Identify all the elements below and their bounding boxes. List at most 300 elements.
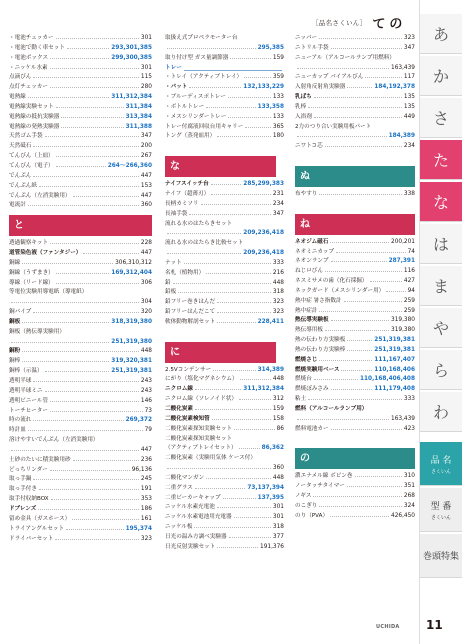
index-entry[interactable] (9, 152, 152, 162)
entry-name: ・ブルーディスポトレー (165, 94, 226, 101)
index-entry[interactable] (295, 356, 415, 366)
entry-pages[interactable]: 267 (140, 153, 152, 160)
index-entry[interactable] (9, 123, 152, 133)
entry-pages[interactable]: 311,312,384 (243, 386, 284, 393)
index-entry[interactable] (165, 415, 284, 425)
entry-pages[interactable]: 195,374 (125, 525, 152, 532)
entry-pages[interactable]: 159 (272, 54, 284, 61)
index-entry[interactable] (165, 484, 284, 494)
side-title-2[interactable] (420, 534, 462, 578)
leader-dots (213, 370, 255, 371)
index-entry[interactable] (9, 93, 152, 103)
index-entry[interactable] (9, 103, 152, 113)
entry-pages[interactable]: 251,319,381 (374, 346, 415, 353)
entry-pages[interactable]: 146 (140, 397, 152, 404)
index-entry[interactable] (9, 416, 152, 426)
entry-pages[interactable]: 360 (272, 465, 284, 472)
entry-pages[interactable]: 135 (403, 103, 415, 110)
index-entry[interactable] (165, 44, 284, 54)
index-entry[interactable] (9, 298, 152, 308)
index-entry[interactable] (165, 200, 284, 210)
index-entry[interactable] (295, 472, 415, 482)
index-entry[interactable] (9, 367, 152, 377)
entry-pages[interactable]: 448 (140, 348, 152, 355)
leader-dots (347, 350, 372, 351)
index-entry[interactable] (295, 73, 415, 83)
entry-pages[interactable]: 216 (272, 269, 284, 276)
index-entry[interactable] (9, 73, 152, 83)
entry-name: 濃エナメル線 ボビン巻 (295, 473, 353, 480)
entry-pages[interactable]: 243 (140, 378, 152, 384)
entry-pages[interactable]: 161 (140, 515, 152, 522)
index-entry[interactable] (295, 336, 415, 346)
index-entry[interactable] (295, 502, 415, 512)
entry-pages[interactable]: 311,388 (125, 123, 152, 130)
page-header (312, 13, 406, 32)
index-entry[interactable] (295, 54, 415, 64)
index-entry[interactable] (165, 180, 284, 190)
index-entry[interactable] (295, 297, 415, 307)
entry-pages[interactable]: 111,167,407 (374, 356, 415, 363)
index-entry[interactable] (165, 239, 284, 249)
entry-pages[interactable]: 135 (403, 94, 415, 101)
entry-pages[interactable]: 200 (140, 143, 152, 150)
index-entry[interactable] (9, 338, 152, 348)
entry-pages[interactable]: 153 (140, 182, 152, 189)
index-entry[interactable] (295, 83, 415, 93)
entry-name: ・電池ボックス (9, 54, 49, 61)
entry-pages[interactable]: 163,439 (391, 415, 415, 422)
index-entry[interactable] (9, 239, 152, 249)
entry-pages[interactable]: 319,380 (391, 317, 415, 324)
entry-pages[interactable]: 447 (140, 446, 152, 453)
entry-pages[interactable]: 285,299,383 (243, 181, 284, 188)
entry-pages[interactable]: 234 (272, 200, 284, 207)
index-entry[interactable] (9, 525, 152, 535)
index-entry[interactable] (9, 495, 152, 505)
index-entry[interactable] (295, 132, 415, 142)
leader-dots (217, 136, 271, 137)
entry-pages[interactable]: 448 (272, 279, 284, 286)
entry-pages[interactable]: 447 (140, 250, 152, 257)
tab-0[interactable]: あ (420, 14, 462, 54)
entry-pages[interactable]: 264〜266,360 (107, 162, 152, 169)
entry-pages[interactable]: 74 (407, 248, 415, 255)
leader-dots (61, 127, 123, 128)
entry-pages[interactable]: 269,372 (125, 417, 152, 424)
entry-pages[interactable]: 323 (140, 535, 152, 542)
index-entry[interactable] (165, 375, 284, 385)
entry-pages[interactable]: 280 (140, 84, 152, 91)
tab-6[interactable]: ま (420, 266, 462, 306)
entry-pages[interactable]: 115 (140, 74, 152, 81)
index-entry[interactable] (165, 259, 284, 269)
entry-pages[interactable]: 320 (140, 309, 152, 316)
leader-dots (56, 283, 139, 284)
entry-pages[interactable]: 314,389 (257, 366, 284, 373)
index-entry[interactable] (9, 201, 152, 211)
index-entry[interactable] (165, 454, 284, 464)
entry-name: ノータッチタイマー (295, 483, 345, 490)
entry-pages[interactable]: 133 (272, 113, 284, 120)
index-entry[interactable] (9, 407, 152, 417)
entry-pages[interactable]: 228,411 (257, 318, 284, 325)
entry-pages[interactable]: 251,319,380 (111, 338, 152, 345)
index-entry[interactable] (295, 103, 415, 113)
entry-pages[interactable]: 359 (272, 74, 284, 81)
index-entry[interactable] (295, 316, 415, 326)
index-entry[interactable] (165, 298, 284, 308)
leader-dots (206, 273, 271, 274)
entry-pages[interactable]: 251,319,381 (111, 368, 152, 375)
index-entry[interactable] (165, 54, 284, 64)
entry-pages[interactable]: 323 (272, 299, 284, 306)
entry-pages[interactable]: 228 (140, 240, 152, 247)
index-entry[interactable] (295, 277, 415, 287)
entry-pages[interactable]: 360 (140, 202, 152, 209)
leader-dots (56, 38, 139, 39)
index-entry[interactable] (165, 83, 284, 93)
entry-pages[interactable]: 73 (144, 407, 152, 414)
entry-pages[interactable]: 365 (272, 123, 284, 130)
entry-pages[interactable]: 310 (403, 473, 415, 480)
entry-pages[interactable]: 448 (272, 474, 284, 481)
entry-pages[interactable]: 116 (403, 268, 415, 275)
index-entry[interactable] (9, 387, 152, 397)
entry-pages[interactable]: 209,236,418 (243, 230, 284, 237)
entry-name: 銅棒（示温） (9, 368, 43, 375)
entry-name: ネックガード（メスシリンダー用） (295, 287, 385, 294)
entry-pages[interactable]: 163,439 (391, 64, 415, 71)
tab-4[interactable]: な (420, 182, 462, 222)
entry-name: 取り付け型 ガス量調節器 (165, 54, 229, 61)
leader-dots (189, 87, 241, 88)
index-entry[interactable] (9, 288, 152, 298)
index-entry[interactable] (165, 395, 284, 405)
entry-pages[interactable]: 323 (403, 35, 415, 41)
index-entry[interactable] (165, 366, 284, 376)
entry-pages[interactable]: 447 (140, 172, 152, 179)
entry-pages[interactable]: 301 (140, 35, 152, 41)
index-entry[interactable] (9, 64, 152, 74)
index-entry[interactable] (9, 113, 152, 123)
entry-pages[interactable]: 295,385 (257, 44, 284, 51)
entry-pages[interactable]: 427 (403, 278, 415, 285)
index-entry[interactable] (165, 190, 284, 200)
index-entry[interactable] (165, 425, 284, 435)
index-entry[interactable] (9, 162, 152, 172)
tab-1[interactable]: か (420, 56, 462, 96)
index-entry[interactable] (295, 34, 415, 44)
index-entry[interactable] (295, 190, 415, 200)
entry-pages[interactable]: 301 (272, 504, 284, 511)
index-entry[interactable] (295, 326, 415, 336)
leader-dots (308, 107, 402, 108)
index-entry[interactable] (165, 269, 284, 279)
entry-pages[interactable]: 423 (403, 425, 415, 432)
leader-dots (297, 68, 389, 69)
index-entry[interactable] (165, 132, 284, 142)
entry-pages[interactable]: 324 (403, 502, 415, 509)
index-entry[interactable] (295, 346, 415, 356)
entry-pages[interactable]: 319,380 (391, 327, 415, 334)
index-entry[interactable] (165, 123, 284, 133)
entry-pages[interactable]: 318 (272, 289, 284, 296)
entry-pages[interactable]: 184,192,378 (374, 84, 415, 91)
index-entry[interactable] (165, 249, 284, 259)
index-entry[interactable] (9, 426, 152, 436)
entry-pages[interactable]: 293,301,385 (111, 44, 152, 51)
entry-pages[interactable]: 304 (140, 299, 152, 306)
entry-pages[interactable]: 449 (403, 113, 415, 120)
index-entry[interactable] (295, 385, 415, 395)
index-entry[interactable] (295, 64, 415, 74)
entry-pages[interactable]: 333 (403, 396, 415, 403)
index-entry[interactable] (165, 93, 284, 103)
index-entry[interactable] (9, 142, 152, 152)
entry-pages[interactable]: 79 (144, 427, 152, 434)
index-entry[interactable] (295, 248, 415, 258)
entry-pages[interactable]: 333 (272, 259, 284, 266)
index-entry[interactable] (165, 474, 284, 484)
index-entry[interactable] (165, 494, 284, 504)
index-entry[interactable] (9, 466, 152, 476)
entry-pages[interactable]: 191 (140, 486, 152, 493)
index-entry[interactable] (295, 395, 415, 405)
index-entry[interactable] (165, 113, 284, 123)
entry-pages[interactable]: 180 (272, 133, 284, 140)
index-entry[interactable] (9, 535, 152, 545)
index-entry[interactable] (9, 54, 152, 64)
entry-name: ドライバーセット (9, 535, 54, 542)
leader-dots (39, 489, 139, 490)
entry-pages[interactable]: 251,319,381 (374, 337, 415, 344)
index-entry[interactable] (9, 192, 152, 202)
leader-dots (331, 261, 387, 262)
index-entry[interactable] (295, 113, 415, 123)
entry-pages[interactable]: 347 (403, 44, 415, 51)
side-title-1[interactable] (420, 488, 462, 532)
index-entry[interactable] (295, 93, 415, 103)
index-entry[interactable] (165, 288, 284, 298)
entry-pages[interactable]: 347 (140, 133, 152, 140)
entry-pages[interactable]: 110,168,406 (374, 366, 415, 373)
spacer (165, 328, 284, 338)
index-entry[interactable] (9, 318, 152, 328)
entry-pages[interactable]: 243 (140, 387, 152, 394)
index-entry[interactable] (165, 405, 284, 415)
entry-pages[interactable]: 448 (272, 376, 284, 383)
index-entry[interactable] (165, 308, 284, 318)
index-entry[interactable] (9, 132, 152, 142)
index-entry[interactable] (9, 172, 152, 182)
index-entry[interactable] (295, 366, 415, 376)
entry-pages[interactable]: 306 (140, 279, 152, 286)
entry-name: ・パット (165, 84, 188, 91)
index-entry[interactable] (9, 83, 152, 93)
index-entry[interactable] (165, 318, 284, 328)
index-entry[interactable] (295, 267, 415, 277)
index-entry[interactable] (165, 73, 284, 83)
index-entry[interactable] (9, 347, 152, 357)
index-entry[interactable] (9, 456, 152, 466)
index-entry[interactable] (9, 377, 152, 387)
index-entry[interactable] (9, 505, 152, 515)
index-entry[interactable] (165, 503, 284, 513)
entry-pages[interactable]: 117 (403, 74, 415, 81)
entry-pages[interactable]: 186 (140, 505, 152, 512)
index-entry[interactable] (9, 259, 152, 269)
entry-pages[interactable]: 301 (140, 64, 152, 71)
index-entry[interactable] (165, 444, 284, 454)
entry-pages[interactable]: 236 (140, 456, 152, 463)
index-entry[interactable] (295, 287, 415, 297)
entry-pages[interactable]: 94 (407, 287, 415, 294)
entry-pages[interactable]: 86,362 (261, 445, 284, 452)
index-entry[interactable] (295, 375, 415, 385)
entry-pages[interactable]: 447 (140, 192, 152, 199)
entry-pages[interactable]: 287,391 (388, 258, 415, 265)
index-entry[interactable] (165, 464, 284, 474)
index-entry[interactable] (9, 182, 152, 192)
index-entry[interactable] (295, 307, 415, 317)
index-entry[interactable] (9, 308, 152, 318)
entry-pages[interactable]: 110,168,406,408 (359, 376, 415, 383)
entry-pages[interactable]: 133 (272, 94, 284, 101)
index-entry[interactable] (295, 123, 415, 133)
leader-dots (56, 273, 110, 274)
entry-name: ・電池で動く車セット (9, 44, 65, 51)
entry-pages[interactable]: 184,389 (388, 133, 415, 140)
entry-pages[interactable]: 268 (403, 493, 415, 500)
entry-pages[interactable]: 318,319,380 (111, 318, 152, 325)
index-entry[interactable] (165, 533, 284, 543)
index-entry[interactable] (9, 328, 152, 338)
entry-name: 二酸化炭素検知管 (165, 415, 210, 422)
entry-pages[interactable]: 259 (403, 297, 415, 304)
index-entry[interactable] (9, 269, 152, 279)
index-entry[interactable] (165, 229, 284, 239)
entry-pages[interactable]: 209,236,418 (243, 250, 284, 257)
entry-pages[interactable]: 306,310,312 (115, 259, 152, 266)
index-entry[interactable] (295, 44, 415, 54)
side-title-0[interactable] (420, 442, 462, 486)
index-entry[interactable] (165, 435, 284, 445)
leader-dots (66, 529, 123, 530)
tab-8[interactable]: ら (420, 350, 462, 390)
entry-pages[interactable]: 323 (272, 309, 284, 316)
index-entry[interactable] (165, 543, 284, 553)
entry-pages[interactable]: 301 (272, 514, 284, 521)
index-entry[interactable] (9, 436, 152, 446)
leader-dots (230, 58, 271, 59)
entry-name: 燃焼さじ (295, 356, 318, 363)
entry-pages[interactable]: 353 (140, 496, 152, 503)
tab-5[interactable]: は (420, 224, 462, 264)
entry-pages[interactable]: 200,201 (391, 238, 415, 245)
tab-9[interactable]: わ (420, 392, 462, 432)
entry-pages[interactable]: 73,137,394 (247, 484, 284, 491)
index-entry[interactable] (165, 103, 284, 113)
tab-2[interactable]: さ (420, 98, 462, 138)
index-entry[interactable] (9, 515, 152, 525)
entry-pages[interactable]: 169,312,404 (111, 269, 152, 276)
leader-dots (331, 48, 402, 49)
entry-pages[interactable]: 245 (140, 476, 152, 483)
entry-pages[interactable]: 158 (272, 415, 284, 422)
index-entry[interactable] (295, 238, 415, 248)
entry-pages[interactable]: 311,312,384 (111, 94, 152, 101)
tab-3[interactable]: た (420, 140, 462, 180)
entry-pages[interactable]: 312 (272, 396, 284, 403)
entry-pages[interactable]: 311,384 (125, 103, 152, 110)
entry-pages[interactable]: 377 (272, 533, 284, 540)
index-entry[interactable] (9, 44, 152, 54)
entry-pages[interactable]: 159 (272, 406, 284, 412)
index-entry[interactable] (295, 257, 415, 267)
entry-pages[interactable]: 259 (403, 307, 415, 314)
entry-pages[interactable]: 191,376 (260, 543, 284, 550)
index-entry[interactable] (9, 357, 152, 367)
entry-pages[interactable]: 338 (403, 190, 415, 197)
index-entry[interactable] (9, 34, 152, 44)
index-entry[interactable] (295, 142, 415, 152)
entry-pages[interactable]: 299,300,385 (111, 54, 152, 61)
entry-pages[interactable]: 351 (403, 483, 415, 490)
index-entry[interactable] (165, 210, 284, 220)
index-entry[interactable] (165, 34, 284, 44)
entry-pages[interactable]: 318 (272, 524, 284, 531)
entry-pages[interactable]: 132,133,229 (243, 84, 284, 91)
entry-pages[interactable]: 111,179,408 (374, 386, 415, 393)
index-entry[interactable] (295, 482, 415, 492)
leader-dots (325, 330, 389, 331)
index-entry[interactable] (9, 485, 152, 495)
entry-pages[interactable]: 133,358 (257, 103, 284, 110)
index-entry[interactable] (9, 279, 152, 289)
index-entry[interactable] (9, 397, 152, 407)
entry-name: 乳ばち (295, 94, 312, 101)
entry-pages[interactable]: 426,450 (391, 512, 415, 519)
entry-pages[interactable]: 96,136 (131, 466, 152, 473)
tab-7[interactable]: や (420, 308, 462, 348)
index-entry[interactable] (165, 220, 284, 230)
index-entry[interactable] (295, 405, 415, 415)
leader-dots (319, 360, 372, 361)
index-entry[interactable] (165, 279, 284, 289)
index-entry[interactable] (9, 249, 152, 259)
entry-pages[interactable]: 86 (276, 425, 284, 432)
entry-name: 取っ手付き (9, 486, 37, 493)
index-entry[interactable] (9, 446, 152, 456)
index-entry[interactable] (9, 475, 152, 485)
index-entry[interactable] (165, 513, 284, 523)
entry-pages[interactable]: 347 (272, 210, 284, 217)
index-entry[interactable] (165, 523, 284, 533)
index-entry[interactable] (165, 385, 284, 395)
index-entry[interactable] (295, 425, 415, 435)
index-entry[interactable] (295, 492, 415, 502)
entry-pages[interactable]: 137,395 (257, 494, 284, 501)
index-entry[interactable] (295, 415, 415, 425)
entry-pages[interactable]: 319,320,381 (111, 358, 152, 365)
entry-pages[interactable]: 231 (272, 190, 284, 197)
leader-dots (51, 499, 139, 500)
leader-dots (319, 194, 402, 195)
index-entry[interactable] (295, 512, 415, 522)
entry-pages[interactable]: 313,384 (125, 113, 152, 120)
entry-pages[interactable]: 234 (403, 143, 415, 150)
